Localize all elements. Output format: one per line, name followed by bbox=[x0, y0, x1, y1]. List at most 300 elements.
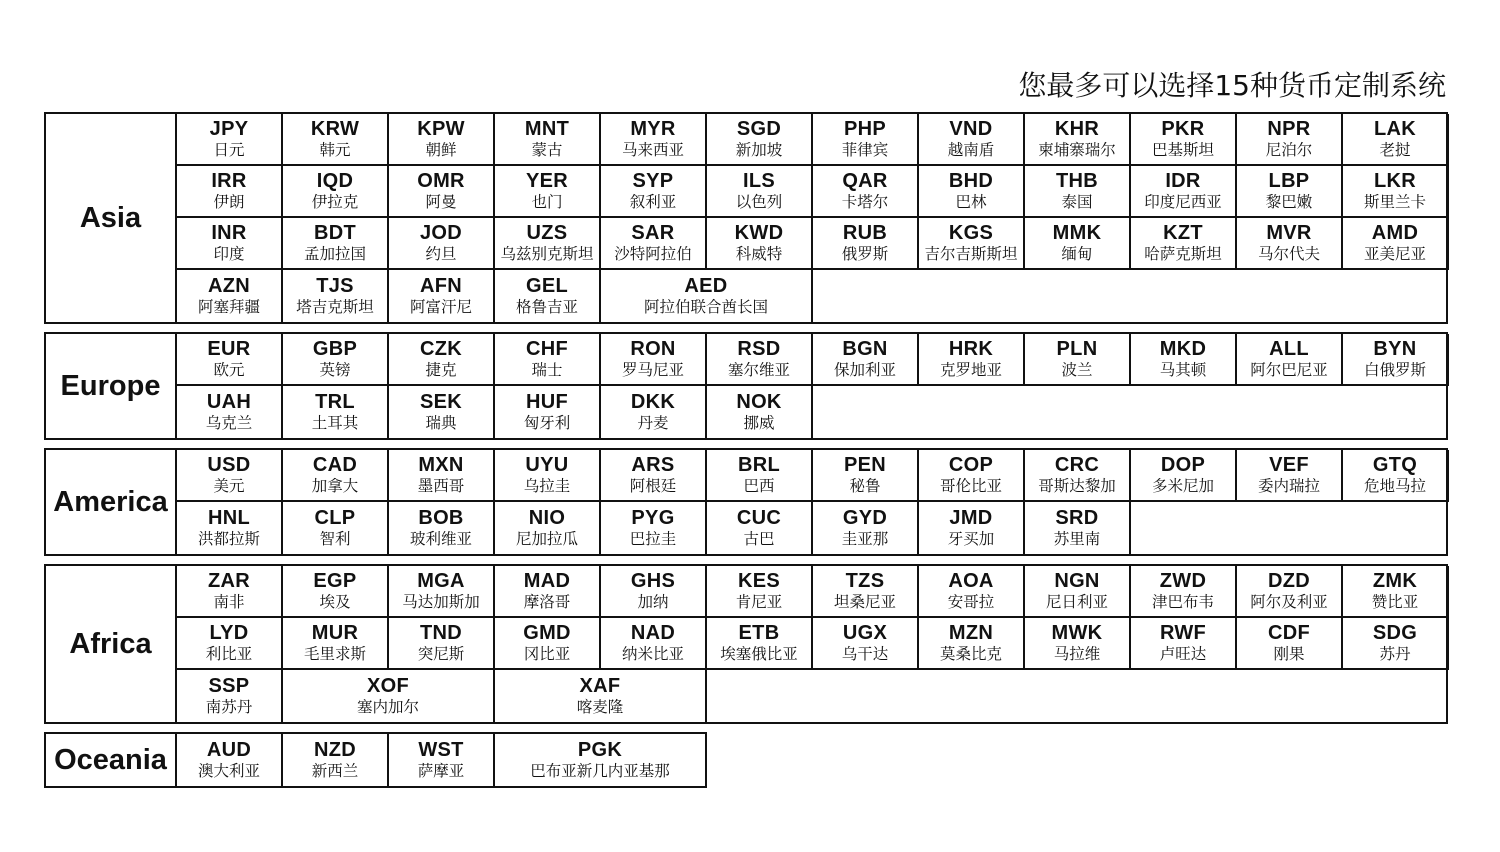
currency-row bbox=[177, 734, 705, 786]
currency-name: 尼加拉瓜 bbox=[515, 530, 578, 548]
currency-name: 越南盾 bbox=[947, 141, 995, 159]
currency-cell-nok[interactable] bbox=[707, 386, 813, 438]
currency-name: 格鲁吉亚 bbox=[515, 298, 578, 316]
currency-name: 以色列 bbox=[735, 193, 783, 211]
currency-name: 乌兹别克斯坦 bbox=[500, 245, 594, 263]
currency-cell-mxn[interactable] bbox=[389, 450, 495, 502]
currency-cell-kes[interactable] bbox=[707, 566, 813, 618]
currency-cell-rub[interactable] bbox=[813, 218, 919, 270]
currency-code: WST bbox=[418, 739, 464, 761]
currency-cell-mad[interactable] bbox=[495, 566, 601, 618]
region-label: Africa bbox=[46, 566, 177, 722]
currency-cell-pgk[interactable] bbox=[495, 734, 707, 786]
currency-code: AOA bbox=[948, 570, 994, 592]
currency-cell-hnl[interactable] bbox=[177, 502, 283, 554]
currency-code: CRC bbox=[1054, 454, 1100, 476]
currency-cell-cdf[interactable] bbox=[1237, 618, 1343, 670]
currency-name: 阿塞拜疆 bbox=[197, 298, 260, 316]
currency-name: 危地马拉 bbox=[1363, 477, 1426, 495]
currency-grid bbox=[177, 114, 1446, 322]
currency-cell-mzn[interactable] bbox=[919, 618, 1025, 670]
empty-cell bbox=[813, 386, 1446, 438]
currency-code: BYN bbox=[1373, 338, 1417, 360]
currency-cell-yer[interactable] bbox=[495, 166, 601, 218]
currency-code: GMD bbox=[523, 622, 571, 644]
currency-cell-mmk[interactable] bbox=[1025, 218, 1131, 270]
currency-cell-pyg[interactable] bbox=[601, 502, 707, 554]
currency-name: 也门 bbox=[531, 193, 563, 211]
currency-name: 印度 bbox=[213, 245, 245, 263]
currency-code: UYU bbox=[525, 454, 569, 476]
currency-code: MKD bbox=[1159, 338, 1207, 360]
currency-cell-khr[interactable] bbox=[1025, 114, 1131, 166]
empty-cell bbox=[1131, 502, 1446, 554]
currency-code: XAF bbox=[579, 675, 621, 697]
currency-name: 加纳 bbox=[637, 593, 669, 611]
currency-cell-ars[interactable] bbox=[601, 450, 707, 502]
currency-cell-amd[interactable] bbox=[1343, 218, 1449, 270]
currency-cell-myr[interactable] bbox=[601, 114, 707, 166]
currency-cell-lyd[interactable] bbox=[177, 618, 283, 670]
currency-cell-idr[interactable] bbox=[1131, 166, 1237, 218]
currency-grid bbox=[177, 334, 1446, 438]
currency-code: DKK bbox=[630, 391, 676, 413]
currency-cell-brl[interactable] bbox=[707, 450, 813, 502]
currency-code: DZD bbox=[1267, 570, 1310, 592]
currency-cell-bgn[interactable] bbox=[813, 334, 919, 386]
currency-code: MUR bbox=[311, 622, 359, 644]
currency-cell-ngn[interactable] bbox=[1025, 566, 1131, 618]
currency-cell-krw[interactable] bbox=[283, 114, 389, 166]
currency-name: 赞比亚 bbox=[1371, 593, 1419, 611]
currency-cell-cuc[interactable] bbox=[707, 502, 813, 554]
currency-name: 秘鲁 bbox=[849, 477, 881, 495]
currency-cell-sar[interactable] bbox=[601, 218, 707, 270]
currency-code: KZT bbox=[1163, 222, 1203, 244]
currency-cell-chf[interactable] bbox=[495, 334, 601, 386]
currency-cell-tzs[interactable] bbox=[813, 566, 919, 618]
currency-cell-bob[interactable] bbox=[389, 502, 495, 554]
currency-code: TND bbox=[419, 622, 462, 644]
currency-cell-kpw[interactable] bbox=[389, 114, 495, 166]
currency-code: ZMK bbox=[1372, 570, 1418, 592]
currency-code: KWD bbox=[734, 222, 784, 244]
currency-cell-nio[interactable] bbox=[495, 502, 601, 554]
currency-code: LAK bbox=[1373, 118, 1416, 140]
currency-name: 印度尼西亚 bbox=[1144, 193, 1222, 211]
currency-name: 澳大利亚 bbox=[197, 762, 260, 780]
currency-cell-all[interactable] bbox=[1237, 334, 1343, 386]
currency-code: KES bbox=[737, 570, 781, 592]
currency-cell-dkk[interactable] bbox=[601, 386, 707, 438]
currency-cell-trl[interactable] bbox=[283, 386, 389, 438]
currency-name: 纳米比亚 bbox=[621, 645, 684, 663]
region-america bbox=[44, 448, 1448, 556]
currency-code: MXN bbox=[418, 454, 464, 476]
currency-cell-lbp[interactable] bbox=[1237, 166, 1343, 218]
currency-code: PLN bbox=[1056, 338, 1098, 360]
currency-code: RUB bbox=[842, 222, 888, 244]
currency-grid bbox=[177, 450, 1446, 554]
currency-name: 瑞典 bbox=[425, 414, 457, 432]
currency-name: 阿富汗尼 bbox=[409, 298, 472, 316]
currency-name: 多米尼加 bbox=[1151, 477, 1214, 495]
currency-code: BDT bbox=[313, 222, 356, 244]
currency-cell-huf[interactable] bbox=[495, 386, 601, 438]
currency-cell-tjs[interactable] bbox=[283, 270, 389, 322]
currency-name: 巴基斯坦 bbox=[1151, 141, 1214, 159]
currency-code: AZN bbox=[207, 275, 250, 297]
currency-code: CLP bbox=[314, 507, 356, 529]
currency-name: 匈牙利 bbox=[523, 414, 571, 432]
currency-name: 加拿大 bbox=[311, 477, 359, 495]
currency-name: 玻利维亚 bbox=[409, 530, 472, 548]
currency-row bbox=[177, 386, 1446, 438]
currency-code: UGX bbox=[842, 622, 888, 644]
region-africa bbox=[44, 564, 1448, 724]
currency-cell-syp[interactable] bbox=[601, 166, 707, 218]
currency-code: IRR bbox=[211, 170, 247, 192]
currency-code: KHR bbox=[1054, 118, 1100, 140]
currency-cell-mwk[interactable] bbox=[1025, 618, 1131, 670]
currency-code: THB bbox=[1055, 170, 1098, 192]
currency-grid bbox=[177, 734, 705, 786]
currency-cell-mkd[interactable] bbox=[1131, 334, 1237, 386]
currency-code: BOB bbox=[418, 507, 464, 529]
currency-cell-zmk[interactable] bbox=[1343, 566, 1449, 618]
currency-code: JMD bbox=[949, 507, 993, 529]
currency-cell-php[interactable] bbox=[813, 114, 919, 166]
region-asia bbox=[44, 112, 1448, 324]
currency-name: 沙特阿拉伯 bbox=[614, 245, 692, 263]
currency-code: HUF bbox=[525, 391, 568, 413]
currency-name: 乌拉圭 bbox=[523, 477, 571, 495]
currency-cell-aoa[interactable] bbox=[919, 566, 1025, 618]
currency-code: TRL bbox=[315, 391, 355, 413]
currency-code: ETB bbox=[738, 622, 780, 644]
currency-row bbox=[177, 618, 1446, 670]
currency-cell-hrk[interactable] bbox=[919, 334, 1025, 386]
currency-name: 日元 bbox=[213, 141, 245, 159]
currency-cell-inr[interactable] bbox=[177, 218, 283, 270]
currency-name: 苏里南 bbox=[1053, 530, 1101, 548]
currency-code: KGS bbox=[948, 222, 994, 244]
currency-code: USD bbox=[207, 454, 251, 476]
currency-code: SGD bbox=[736, 118, 782, 140]
currency-cell-mnt[interactable] bbox=[495, 114, 601, 166]
currency-cell-kwd[interactable] bbox=[707, 218, 813, 270]
currency-name: 马来西亚 bbox=[621, 141, 684, 159]
currency-name: 巴布亚新几内亚基那 bbox=[530, 762, 670, 780]
currency-name: 埃及 bbox=[319, 593, 351, 611]
currency-cell-dzd[interactable] bbox=[1237, 566, 1343, 618]
currency-code: GYD bbox=[842, 507, 888, 529]
currency-name: 巴西 bbox=[743, 477, 775, 495]
currency-name: 马达加斯加 bbox=[402, 593, 480, 611]
currency-code: JOD bbox=[419, 222, 463, 244]
currency-cell-uzs[interactable] bbox=[495, 218, 601, 270]
currency-cell-rsd[interactable] bbox=[707, 334, 813, 386]
currency-name: 津巴布韦 bbox=[1151, 593, 1214, 611]
currency-code: MAD bbox=[523, 570, 571, 592]
currency-code: MZN bbox=[948, 622, 994, 644]
currency-code: LBP bbox=[1268, 170, 1310, 192]
currency-name: 阿拉伯联合酋长国 bbox=[643, 298, 768, 316]
currency-code: YER bbox=[525, 170, 569, 192]
currency-cell-pen[interactable] bbox=[813, 450, 919, 502]
currency-cell-vnd[interactable] bbox=[919, 114, 1025, 166]
currency-cell-dop[interactable] bbox=[1131, 450, 1237, 502]
currency-cell-zar[interactable] bbox=[177, 566, 283, 618]
currency-name: 突尼斯 bbox=[417, 645, 465, 663]
currency-cell-wst[interactable] bbox=[389, 734, 495, 786]
currency-code: GBP bbox=[312, 338, 358, 360]
currency-cell-ugx[interactable] bbox=[813, 618, 919, 670]
currency-code: SRD bbox=[1055, 507, 1099, 529]
currency-code: VEF bbox=[1269, 454, 1309, 476]
currency-code: AED bbox=[684, 275, 728, 297]
currency-code: HNL bbox=[207, 507, 250, 529]
currency-code: INR bbox=[211, 222, 247, 244]
currency-cell-nad[interactable] bbox=[601, 618, 707, 670]
currency-cell-bhd[interactable] bbox=[919, 166, 1025, 218]
currency-cell-gel[interactable] bbox=[495, 270, 601, 322]
currency-code: LYD bbox=[209, 622, 249, 644]
currency-cell-mur[interactable] bbox=[283, 618, 389, 670]
currency-cell-gyd[interactable] bbox=[813, 502, 919, 554]
currency-name: 墨西哥 bbox=[417, 477, 465, 495]
currency-cell-cad[interactable] bbox=[283, 450, 389, 502]
currency-name: 美元 bbox=[213, 477, 245, 495]
currency-cell-cop[interactable] bbox=[919, 450, 1025, 502]
currency-name: 老挝 bbox=[1379, 141, 1411, 159]
currency-cell-sgd[interactable] bbox=[707, 114, 813, 166]
currency-name: 萨摩亚 bbox=[417, 762, 465, 780]
region-europe bbox=[44, 332, 1448, 440]
currency-name: 新西兰 bbox=[311, 762, 359, 780]
currency-code: EUR bbox=[207, 338, 251, 360]
currency-code: AFN bbox=[419, 275, 462, 297]
currency-cell-ron[interactable] bbox=[601, 334, 707, 386]
currency-cell-vef[interactable] bbox=[1237, 450, 1343, 502]
currency-cell-jod[interactable] bbox=[389, 218, 495, 270]
currency-name: 塔吉克斯坦 bbox=[296, 298, 374, 316]
currency-cell-lak[interactable] bbox=[1343, 114, 1449, 166]
currency-name: 土耳其 bbox=[311, 414, 359, 432]
currency-cell-ils[interactable] bbox=[707, 166, 813, 218]
currency-code: QAR bbox=[842, 170, 888, 192]
currency-cell-pkr[interactable] bbox=[1131, 114, 1237, 166]
currency-cell-nzd[interactable] bbox=[283, 734, 389, 786]
currency-cell-clp[interactable] bbox=[283, 502, 389, 554]
currency-name: 黎巴嫩 bbox=[1265, 193, 1313, 211]
currency-code: NIO bbox=[528, 507, 566, 529]
currency-code: MGA bbox=[417, 570, 465, 592]
currency-code: LKR bbox=[1373, 170, 1416, 192]
currency-code: BRL bbox=[737, 454, 780, 476]
currency-code: CDF bbox=[1267, 622, 1310, 644]
currency-name: 毛里求斯 bbox=[303, 645, 366, 663]
currency-cell-zwd[interactable] bbox=[1131, 566, 1237, 618]
currency-name: 柬埔寨瑞尔 bbox=[1038, 141, 1116, 159]
currency-name: 塞尔维亚 bbox=[727, 361, 790, 379]
currency-code: ILS bbox=[742, 170, 775, 192]
currency-name: 瑞士 bbox=[531, 361, 563, 379]
currency-cell-gtq[interactable] bbox=[1343, 450, 1449, 502]
currency-code: IQD bbox=[316, 170, 354, 192]
currency-cell-aed[interactable] bbox=[601, 270, 813, 322]
currency-code: KPW bbox=[417, 118, 465, 140]
currency-name: 亚美尼亚 bbox=[1363, 245, 1426, 263]
currency-name: 哥斯达黎加 bbox=[1038, 477, 1116, 495]
currency-name: 克罗地亚 bbox=[939, 361, 1002, 379]
currency-code: PEN bbox=[843, 454, 887, 476]
currency-code: AUD bbox=[206, 739, 252, 761]
currency-cell-srd[interactable] bbox=[1025, 502, 1131, 554]
currency-cell-czk[interactable] bbox=[389, 334, 495, 386]
currency-cell-thb[interactable] bbox=[1025, 166, 1131, 218]
currency-cell-eur[interactable] bbox=[177, 334, 283, 386]
currency-code: RSD bbox=[737, 338, 781, 360]
currency-cell-sdg[interactable] bbox=[1343, 618, 1449, 670]
currency-cell-azn[interactable] bbox=[177, 270, 283, 322]
currency-name: 波兰 bbox=[1061, 361, 1093, 379]
currency-code: XOF bbox=[366, 675, 409, 697]
currency-code: RON bbox=[630, 338, 676, 360]
currency-cell-gbp[interactable] bbox=[283, 334, 389, 386]
currency-row bbox=[177, 334, 1446, 386]
currency-name: 委内瑞拉 bbox=[1257, 477, 1320, 495]
currency-cell-npr[interactable] bbox=[1237, 114, 1343, 166]
currency-name: 圭亚那 bbox=[841, 530, 889, 548]
currency-cell-egp[interactable] bbox=[283, 566, 389, 618]
currency-cell-qar[interactable] bbox=[813, 166, 919, 218]
currency-name: 冈比亚 bbox=[523, 645, 571, 663]
currency-code: ARS bbox=[631, 454, 675, 476]
currency-name: 伊拉克 bbox=[311, 193, 359, 211]
currency-cell-iqd[interactable] bbox=[283, 166, 389, 218]
currency-code: GTQ bbox=[1372, 454, 1418, 476]
currency-name: 科威特 bbox=[735, 245, 783, 263]
currency-cell-sek[interactable] bbox=[389, 386, 495, 438]
currency-cell-rwf[interactable] bbox=[1131, 618, 1237, 670]
currency-cell-tnd[interactable] bbox=[389, 618, 495, 670]
currency-row bbox=[177, 114, 1446, 166]
currency-cell-omr[interactable] bbox=[389, 166, 495, 218]
currency-code: RWF bbox=[1159, 622, 1207, 644]
currency-name: 菲律宾 bbox=[841, 141, 889, 159]
currency-name: 古巴 bbox=[743, 530, 775, 548]
currency-name: 吉尔吉斯斯坦 bbox=[924, 245, 1018, 263]
region-oceania bbox=[44, 732, 707, 788]
currency-code: CUC bbox=[736, 507, 782, 529]
currency-cell-byn[interactable] bbox=[1343, 334, 1449, 386]
currency-name: 阿尔及利亚 bbox=[1250, 593, 1328, 611]
currency-code: ALL bbox=[1269, 338, 1309, 360]
currency-code: SAR bbox=[631, 222, 675, 244]
currency-code: CAD bbox=[312, 454, 358, 476]
currency-code: PKR bbox=[1161, 118, 1205, 140]
currency-code: COP bbox=[948, 454, 994, 476]
currency-cell-usd[interactable] bbox=[177, 450, 283, 502]
currency-name: 罗马尼亚 bbox=[621, 361, 684, 379]
currency-cell-pln[interactable] bbox=[1025, 334, 1131, 386]
currency-cell-mga[interactable] bbox=[389, 566, 495, 618]
currency-row bbox=[177, 270, 1446, 322]
currency-code: ZAR bbox=[207, 570, 250, 592]
region-label: America bbox=[46, 450, 177, 554]
currency-cell-xaf[interactable] bbox=[495, 670, 707, 722]
currency-name: 欧元 bbox=[213, 361, 245, 379]
currency-name: 喀麦隆 bbox=[576, 698, 624, 716]
currency-name: 哈萨克斯坦 bbox=[1144, 245, 1222, 263]
currency-cell-kzt[interactable] bbox=[1131, 218, 1237, 270]
currency-name: 尼日利亚 bbox=[1045, 593, 1108, 611]
currency-name: 英镑 bbox=[319, 361, 351, 379]
currency-cell-gmd[interactable] bbox=[495, 618, 601, 670]
currency-name: 巴拉圭 bbox=[629, 530, 677, 548]
currency-code: MYR bbox=[630, 118, 676, 140]
currency-cell-jpy[interactable] bbox=[177, 114, 283, 166]
currency-name: 白俄罗斯 bbox=[1363, 361, 1426, 379]
currency-name: 约旦 bbox=[425, 245, 457, 263]
currency-cell-crc[interactable] bbox=[1025, 450, 1131, 502]
currency-code: TJS bbox=[316, 275, 354, 297]
currency-cell-ssp[interactable] bbox=[177, 670, 283, 722]
currency-code: CHF bbox=[525, 338, 568, 360]
currency-cell-lkr[interactable] bbox=[1343, 166, 1449, 218]
currency-name: 孟加拉国 bbox=[303, 245, 366, 263]
currency-row bbox=[177, 566, 1446, 618]
currency-cell-kgs[interactable] bbox=[919, 218, 1025, 270]
currency-row bbox=[177, 670, 1446, 722]
currency-cell-uyu[interactable] bbox=[495, 450, 601, 502]
currency-code: PGK bbox=[577, 739, 623, 761]
currency-cell-xof[interactable] bbox=[283, 670, 495, 722]
currency-cell-jmd[interactable] bbox=[919, 502, 1025, 554]
currency-name: 洪都拉斯 bbox=[197, 530, 260, 548]
currency-name: 乌克兰 bbox=[205, 414, 253, 432]
currency-name: 尼泊尔 bbox=[1265, 141, 1313, 159]
currency-code: NOK bbox=[736, 391, 782, 413]
currency-grid bbox=[177, 566, 1446, 722]
currency-cell-etb[interactable] bbox=[707, 618, 813, 670]
currency-code: SSP bbox=[208, 675, 250, 697]
currency-name: 阿尔巴尼亚 bbox=[1250, 361, 1328, 379]
currency-name: 智利 bbox=[319, 530, 351, 548]
currency-name: 马其顿 bbox=[1159, 361, 1207, 379]
currency-name: 巴林 bbox=[955, 193, 987, 211]
currency-cell-uah[interactable] bbox=[177, 386, 283, 438]
currency-cell-aud[interactable] bbox=[177, 734, 283, 786]
currency-name: 卢旺达 bbox=[1159, 645, 1207, 663]
currency-name: 伊朗 bbox=[213, 193, 245, 211]
currency-code: GHS bbox=[630, 570, 676, 592]
currency-name: 安哥拉 bbox=[947, 593, 995, 611]
currency-code: TZS bbox=[845, 570, 885, 592]
currency-code: UAH bbox=[206, 391, 252, 413]
currency-cell-mvr[interactable] bbox=[1237, 218, 1343, 270]
currency-code: JPY bbox=[209, 118, 249, 140]
currency-cell-bdt[interactable] bbox=[283, 218, 389, 270]
currency-name: 挪威 bbox=[743, 414, 775, 432]
currency-cell-irr[interactable] bbox=[177, 166, 283, 218]
currency-cell-ghs[interactable] bbox=[601, 566, 707, 618]
currency-row bbox=[177, 218, 1446, 270]
currency-name: 丹麦 bbox=[637, 414, 669, 432]
currency-cell-afn[interactable] bbox=[389, 270, 495, 322]
currency-name: 埃塞俄比亚 bbox=[720, 645, 798, 663]
